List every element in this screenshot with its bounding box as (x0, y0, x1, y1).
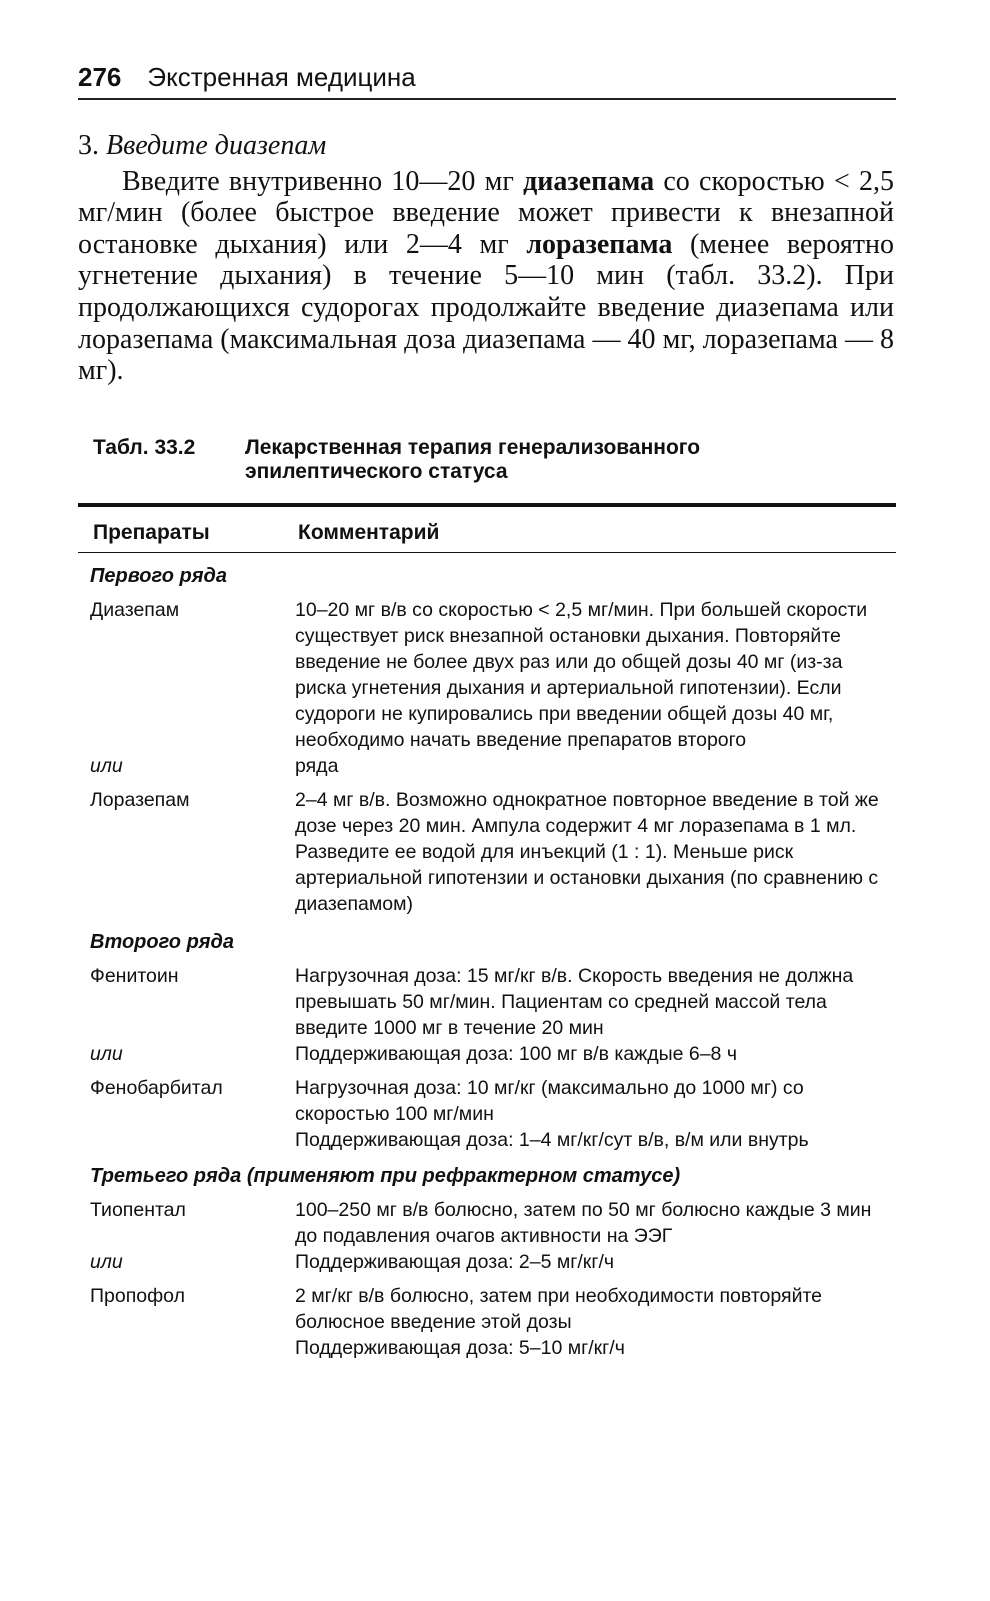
drug-name: Тиопентал (90, 1199, 186, 1221)
drug-comment: 2–4 мг в/в. Возможно однократное повторное введение в той же дозе через 20 мин. Ампула содержит 4 мг лоразепама в 1 мл. Разведите ее водой для инъекций (1 : 1). Меньше риск артериальной гипотензии и остановки дыхания (по сравнению с диазепамом) (295, 789, 879, 915)
drug-comment-group (295, 1283, 880, 1361)
table-row (90, 753, 890, 779)
column-header-drugs: Препараты (93, 521, 210, 544)
table-top-rule (78, 503, 896, 507)
section-title: Второго ряда (90, 931, 235, 953)
step-title: Введите диазепам (106, 130, 327, 161)
drug-name: Фенитоин (90, 965, 179, 987)
drug-comment: Поддерживающая доза: 100 мг в/в каждые 6–8 ч (295, 1043, 737, 1065)
table-caption-label: Табл. 33.2 (93, 436, 196, 459)
drug-comment: Поддерживающая доза: 2–5 мг/кг/ч (295, 1251, 615, 1273)
paragraph-text-2: со скоростью < 2,5 мг/мин (более быстрое введение может привести к внезапной остановке дыхания) или 2—4 мг (78, 165, 894, 260)
running-title: Экстренная медицина (147, 62, 416, 92)
drug-alternative: или (90, 755, 123, 777)
table-row (90, 1249, 890, 1275)
drug-alternative: или (90, 1251, 123, 1273)
table-caption-text: Лекарственная терапия генерализованного эпилептического статуса (245, 436, 701, 483)
section-title: Первого ряда (90, 565, 227, 587)
table-row (90, 1075, 890, 1153)
drug-comment: Нагрузочная доза: 10 мг/кг (максимально до 1000 мг) со скоростью 100 мг/мин (295, 1077, 804, 1125)
table-row (90, 1197, 890, 1249)
drug-comment-group (295, 1075, 880, 1153)
column-header-comment: Комментарий (298, 521, 440, 544)
table-header-rule (78, 552, 896, 553)
drug-name: Лоразепам (90, 789, 190, 811)
section-title: Третьего ряда (применяют при рефрактерном статусе) (90, 1165, 681, 1187)
drug-name: Фенобарбитал (90, 1077, 223, 1099)
page-number: 276 (78, 62, 122, 92)
table-row (90, 1283, 890, 1361)
drug-comment-maintenance: Поддерживающая доза: 1–4 мг/кг/сут в/в, в/м или внутрь (295, 1129, 809, 1151)
step-number: 3. (78, 130, 99, 161)
body-section (78, 130, 894, 387)
drug-comment: 100–250 мг в/в болюсно, затем по 50 мг болюсно каждые 3 мин до подавления очагов активности на ЭЭГ (295, 1199, 872, 1247)
body-paragraph (78, 166, 894, 387)
paragraph-text-3: (менее вероятно угнетение дыхания) в течение 5—10 мин (табл. 33.2). При продолжающихся судорогах продолжайте введение диазепама или лоразепама (максимальная доза диазепама — 40 мг, лоразепама — 8 мг). (78, 228, 894, 387)
drug-comment: Нагрузочная доза: 15 мг/кг в/в. Скорость введения не должна превышать 50 мг/мин. Пациентам со средней массой тела введите 1000 мг в течение 20 мин (295, 965, 854, 1039)
table-row (90, 963, 890, 1041)
paragraph-text-1: Введите внутривенно 10—20 мг (122, 165, 524, 197)
table-row (90, 597, 890, 753)
drug-comment: ряда (295, 755, 339, 777)
drug-name: Пропофол (90, 1285, 185, 1307)
step-heading (78, 130, 894, 162)
table-body (90, 559, 890, 1361)
table-row (90, 1041, 890, 1067)
drug-comment-maintenance: Поддерживающая доза: 5–10 мг/кг/ч (295, 1337, 625, 1359)
page-header (78, 62, 896, 102)
drug-comment: 10–20 мг в/в со скоростью < 2,5 мг/мин. При большей скорости существует риск внезапной остановки дыхания. Повторяйте введение не более двух раз или до общей дозы 40 мг (из-за риска угнетения дыхания и артериальной гипотензии). Если судороги не купировались при введении общей дозы 40 мг, необходимо начать введение препаратов второго (295, 599, 868, 751)
table-row (90, 787, 890, 917)
drug-name: Диазепам (90, 599, 180, 621)
header-divider (78, 98, 896, 100)
drug-comment: 2 мг/кг в/в болюсно, затем при необходимости повторяйте болюсное введение этой дозы (295, 1285, 823, 1333)
drug-alternative: или (90, 1043, 123, 1065)
drug-diazepam: диазепама (523, 165, 655, 197)
drug-lorazepam: лоразепама (526, 228, 673, 260)
